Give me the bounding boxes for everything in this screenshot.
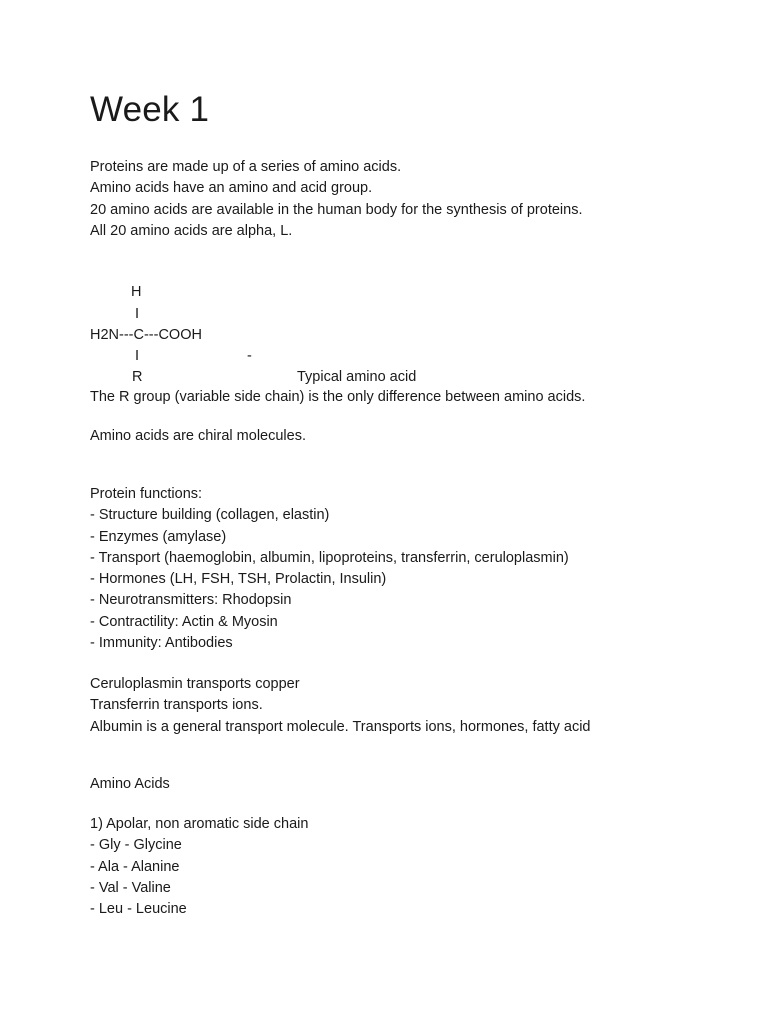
amino-acid-formula — [90, 261, 490, 386]
r-group-note: The R group (variable side chain) is the only difference between amino acids. — [90, 389, 586, 405]
list-item: - Leu - Leucine — [90, 901, 187, 918]
list-item: - Neurotransmitters: Rhodopsin — [90, 592, 292, 609]
list-item: - Structure building (collagen, elastin) — [90, 507, 330, 524]
intro-line: All 20 amino acids are alpha, L. — [90, 222, 293, 239]
intro-line: Amino acids have an amino and acid group. — [90, 180, 373, 197]
amino-acids-heading: Amino Acids — [90, 776, 170, 792]
formula-hydrogen: H — [131, 284, 142, 301]
transport-notes — [90, 674, 591, 738]
formula-label: Typical amino acid — [297, 369, 417, 386]
formula-bond-bottom: I — [135, 348, 140, 365]
list-item: - Transport (haemoglobin, albumin, lipoproteins, transferrin, ceruloplasmin) — [90, 549, 569, 566]
transport-line: Transferrin transports ions. — [90, 697, 263, 714]
formula-bond-top: I — [135, 305, 140, 322]
intro-line: Proteins are made up of a series of amino acids. — [90, 159, 402, 175]
transport-line: Ceruloplasmin transports copper — [90, 676, 300, 692]
group-heading: 1) Apolar, non aromatic side chain — [90, 816, 309, 832]
list-item: - Val - Valine — [90, 879, 171, 896]
list-item: - Ala - Alanine — [90, 858, 180, 875]
intro-paragraph — [90, 157, 582, 242]
transport-line: Albumin is a general transport molecule. Transports ions, hormones, fatty acid — [90, 718, 591, 735]
formula-backbone: H2N---C---COOH — [90, 326, 202, 343]
page-title: Week 1 — [90, 90, 210, 129]
list-item: - Contractility: Actin & Myosin — [90, 613, 278, 630]
list-item: - Immunity: Antibodies — [90, 635, 233, 652]
list-item: - Hormones (LH, FSH, TSH, Prolactin, Insulin) — [90, 571, 387, 588]
functions-heading: Protein functions: — [90, 486, 203, 502]
formula-dash: - — [247, 348, 252, 365]
list-item: - Enzymes (amylase) — [90, 528, 227, 545]
formula-side-chain: R — [132, 369, 143, 386]
list-item: - Gly - Glycine — [90, 837, 182, 854]
amino-acid-group-list — [90, 814, 308, 920]
chiral-note: Amino acids are chiral molecules. — [90, 428, 306, 444]
protein-functions — [90, 484, 569, 654]
intro-line: 20 amino acids are available in the human body for the synthesis of proteins. — [90, 201, 583, 218]
